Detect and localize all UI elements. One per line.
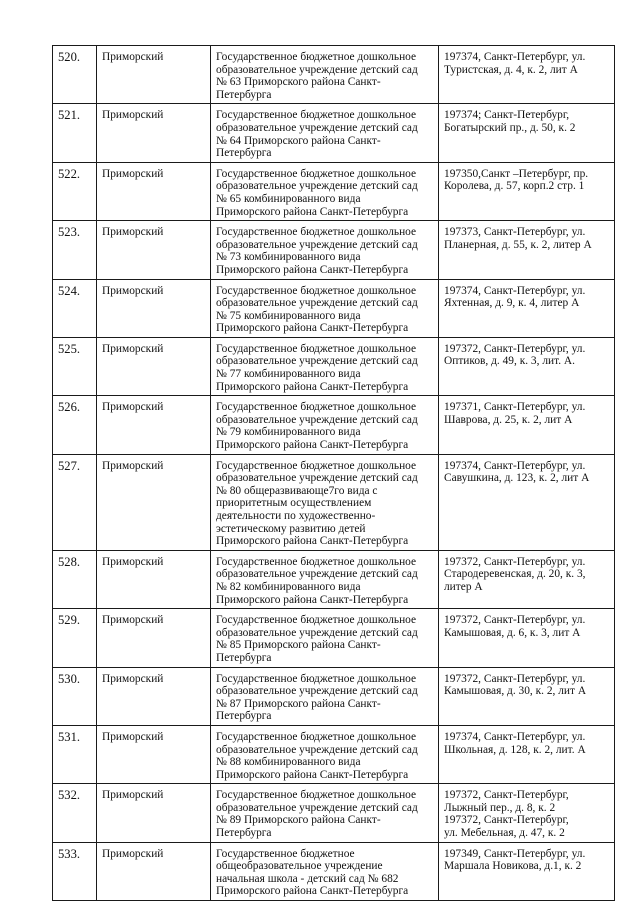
address-line: Богатырский пр., д. 50, к. 2	[444, 121, 576, 134]
institution-name-line: Государственное бюджетное дошкольное	[216, 226, 417, 239]
institution-name-line: Государственное бюджетное дошкольное	[216, 789, 417, 802]
table-row	[53, 550, 615, 608]
district-cell: Приморский	[97, 609, 211, 667]
row-number: 530.	[53, 667, 97, 725]
institution-name-line: Приморского района Санкт-Петербурга	[216, 535, 409, 548]
address-line: Савушкина, д. 123, к. 2, лит А	[444, 472, 590, 485]
address-line: 197372, Санкт-Петербург, ул.	[444, 672, 586, 685]
district-cell: Приморский	[97, 454, 211, 550]
institution-name-line: Государственное бюджетное дошкольное	[216, 555, 417, 568]
institution-name-line: Приморского района Санкт-Петербурга	[216, 768, 409, 781]
table-row	[53, 725, 615, 783]
institution-name-line: Государственное бюджетное дошкольное	[216, 730, 417, 743]
row-number: 533.	[53, 842, 97, 900]
table-row	[53, 396, 615, 454]
institution-name-line: Государственное бюджетное дошкольное	[216, 614, 417, 627]
address-line: Лыжный пер., д. 8, к. 2	[444, 801, 556, 814]
district-cell: Приморский	[97, 279, 211, 337]
row-number: 523.	[53, 221, 97, 279]
address-cell	[439, 667, 615, 725]
address-line: Планерная, д. 55, к. 2, литер А	[444, 238, 592, 251]
institution-name-cell	[211, 221, 439, 279]
institution-name-cell	[211, 337, 439, 395]
row-number: 520.	[53, 46, 97, 104]
institution-name-line: № 75 комбинированного вида	[216, 309, 361, 322]
table-row	[53, 221, 615, 279]
address-cell	[439, 46, 615, 104]
row-number: 524.	[53, 279, 97, 337]
address-line: 197372, Санкт-Петербург,	[444, 789, 569, 802]
institution-name-line: Государственное бюджетное дошкольное	[216, 672, 417, 685]
institution-name-line: Государственное бюджетное	[216, 847, 355, 860]
institution-name-line: Приморского района Санкт-Петербурга	[216, 439, 409, 452]
row-number: 525.	[53, 337, 97, 395]
row-number: 529.	[53, 609, 97, 667]
row-number: 528.	[53, 550, 97, 608]
address-line: 197350,Санкт –Петербург, пр.	[444, 167, 589, 180]
institution-name-line: эстетическому развитию детей	[216, 522, 366, 535]
institution-name-cell	[211, 784, 439, 842]
row-number: 532.	[53, 784, 97, 842]
institution-name-line: Государственное бюджетное дошкольное	[216, 284, 417, 297]
table-row	[53, 46, 615, 104]
row-number: 527.	[53, 454, 97, 550]
district-cell: Приморский	[97, 550, 211, 608]
table-row	[53, 104, 615, 162]
institution-name-line: № 63 Приморского района Санкт-	[216, 76, 381, 89]
district-cell: Приморский	[97, 104, 211, 162]
address-cell	[439, 104, 615, 162]
institution-name-line: начальная школа - детский сад № 682	[216, 872, 399, 885]
address-cell	[439, 454, 615, 550]
institution-name-line: образовательное учреждение детский сад	[216, 63, 418, 76]
institution-name-cell	[211, 104, 439, 162]
institution-name-line: Петербурга	[216, 827, 272, 840]
institution-name-line: образовательное учреждение детский сад	[216, 355, 418, 368]
institution-name-cell	[211, 609, 439, 667]
institution-name-line: образовательное учреждение детский сад	[216, 472, 418, 485]
institution-name-line: образовательное учреждение детский сад	[216, 180, 418, 193]
institution-name-line: Приморского района Санкт-Петербурга	[216, 885, 409, 898]
address-line: 197372, Санкт-Петербург,	[444, 814, 569, 827]
institution-name-line: Приморского района Санкт-Петербурга	[216, 593, 409, 606]
institution-name-line: образовательное учреждение детский сад	[216, 238, 418, 251]
institution-name-line: № 88 комбинированного вида	[216, 756, 361, 769]
address-line: Камышовая, д. 30, к. 2, лит А	[444, 685, 587, 698]
table-row	[53, 842, 615, 900]
institution-name-line: деятельности по художественно-	[216, 510, 376, 522]
table-row	[53, 609, 615, 667]
address-cell	[439, 609, 615, 667]
institution-name-line: № 73 комбинированного вида	[216, 251, 361, 264]
address-cell	[439, 784, 615, 842]
address-line: Шаврова, д. 25, к. 2, лит А	[444, 413, 573, 426]
institution-name-line: образовательное учреждение детский сад	[216, 626, 418, 639]
institution-name-line: Петербурга	[216, 88, 272, 101]
address-line: 197372, Санкт-Петербург, ул.	[444, 614, 586, 627]
institution-name-line: Петербурга	[216, 651, 272, 664]
institution-name-line: Государственное бюджетное дошкольное	[216, 459, 417, 472]
institution-name-line: образовательное учреждение детский сад	[216, 121, 418, 134]
institution-name-cell	[211, 667, 439, 725]
address-line: Школьная, д. 128, к. 2, лит. А	[444, 743, 586, 756]
table-row	[53, 784, 615, 842]
district-cell: Приморский	[97, 842, 211, 900]
institution-name-cell	[211, 162, 439, 220]
page-edge-mark	[290, 896, 330, 902]
institution-name-line: Государственное бюджетное дошкольное	[216, 167, 417, 180]
address-line: 197374, Санкт-Петербург, ул.	[444, 51, 586, 63]
address-line: 197373, Санкт-Петербург, ул.	[444, 226, 586, 239]
institution-name-line: № 85 Приморского района Санкт-	[216, 639, 381, 652]
address-cell	[439, 279, 615, 337]
address-line: 197374, Санкт-Петербург, ул.	[444, 284, 586, 297]
district-cell: Приморский	[97, 396, 211, 454]
address-cell	[439, 725, 615, 783]
address-line: 197374, Санкт-Петербург, ул.	[444, 459, 586, 472]
institution-name-line: № 82 комбинированного вида	[216, 580, 361, 593]
address-line: литер А	[444, 580, 483, 593]
address-line: 197372, Санкт-Петербург, ул.	[444, 555, 586, 568]
district-cell: Приморский	[97, 221, 211, 279]
institution-name-line: № 80 общеразвивающе7го вида с	[216, 484, 378, 497]
institution-name-line: Государственное бюджетное дошкольное	[216, 51, 417, 63]
institution-name-line: № 87 Приморского района Санкт-	[216, 697, 381, 710]
table-row	[53, 454, 615, 550]
institution-name-line: Приморского района Санкт-Петербурга	[216, 322, 409, 335]
institution-name-line: общеобразовательное учреждение	[216, 860, 383, 873]
institution-name-cell	[211, 396, 439, 454]
address-cell	[439, 842, 615, 900]
institution-name-line: образовательное учреждение детский сад	[216, 743, 418, 756]
institution-name-cell	[211, 725, 439, 783]
table-row	[53, 162, 615, 220]
institution-name-line: образовательное учреждение детский сад	[216, 413, 418, 426]
address-line: 197374, Санкт-Петербург, ул.	[444, 730, 586, 743]
institution-name-cell	[211, 454, 439, 550]
row-number: 531.	[53, 725, 97, 783]
row-number: 522.	[53, 162, 97, 220]
institution-name-cell	[211, 842, 439, 900]
district-cell: Приморский	[97, 784, 211, 842]
district-cell: Приморский	[97, 46, 211, 104]
table-row	[53, 337, 615, 395]
address-line: Стародеревенская, д. 20, к. 3,	[444, 568, 586, 581]
institution-name-cell	[211, 46, 439, 104]
institution-name-line: Приморского района Санкт-Петербурга	[216, 380, 409, 393]
address-line: 197372, Санкт-Петербург, ул.	[444, 342, 586, 355]
address-cell	[439, 337, 615, 395]
row-number: 526.	[53, 396, 97, 454]
table-body	[53, 46, 615, 901]
institution-name-line: образовательное учреждение детский сад	[216, 685, 418, 698]
address-line: Маршала Новикова, д.1, к. 2	[444, 860, 582, 873]
table-row	[53, 667, 615, 725]
address-line: 197371, Санкт-Петербург, ул.	[444, 401, 586, 414]
address-line: 197374; Санкт-Петербург,	[444, 109, 570, 122]
address-line: Оптиков, д. 49, к. 3, лит. А.	[444, 355, 575, 368]
institution-name-line: Государственное бюджетное дошкольное	[216, 109, 417, 122]
address-cell	[439, 396, 615, 454]
institution-name-line: Государственное бюджетное дошкольное	[216, 342, 417, 355]
institution-name-cell	[211, 279, 439, 337]
institution-name-line: № 77 комбинированного вида	[216, 368, 361, 381]
table-row	[53, 279, 615, 337]
institution-name-line: Петербурга	[216, 710, 272, 723]
institution-name-line: № 64 Приморского района Санкт-	[216, 134, 381, 147]
row-number: 521.	[53, 104, 97, 162]
district-cell: Приморский	[97, 725, 211, 783]
institution-name-cell	[211, 550, 439, 608]
institution-name-line: Приморского района Санкт-Петербурга	[216, 263, 409, 276]
address-cell	[439, 162, 615, 220]
institution-name-line: № 79 комбинированного вида	[216, 426, 361, 439]
address-line: Туристская, д. 4, к. 2, лит А	[444, 63, 578, 76]
institution-name-line: № 65 комбинированного вида	[216, 192, 361, 205]
district-cell: Приморский	[97, 667, 211, 725]
address-line: ул. Мебельная, д. 47, к. 2	[444, 827, 565, 840]
district-cell: Приморский	[97, 162, 211, 220]
institution-name-line: Петербурга	[216, 147, 272, 160]
institution-name-line: приоритетным осуществлением	[216, 497, 372, 510]
district-cell: Приморский	[97, 337, 211, 395]
institution-name-line: № 89 Приморского района Санкт-	[216, 814, 381, 827]
institution-name-line: образовательное учреждение детский сад	[216, 801, 418, 814]
institution-name-line: Государственное бюджетное дошкольное	[216, 401, 417, 414]
address-cell	[439, 221, 615, 279]
address-line: Королева, д. 57, корп.2 стр. 1	[444, 180, 585, 193]
address-line: Яхтенная, д. 9, к. 4, литер А	[444, 297, 580, 310]
address-line: 197349, Санкт-Петербург, ул.	[444, 847, 586, 860]
address-cell	[439, 550, 615, 608]
institution-name-line: образовательное учреждение детский сад	[216, 297, 418, 310]
address-line: Камышовая, д. 6, к. 3, лит А	[444, 626, 581, 639]
institutions-table	[52, 45, 615, 901]
institution-name-line: образовательное учреждение детский сад	[216, 568, 418, 581]
institution-name-line: Приморского района Санкт-Петербурга	[216, 205, 409, 218]
